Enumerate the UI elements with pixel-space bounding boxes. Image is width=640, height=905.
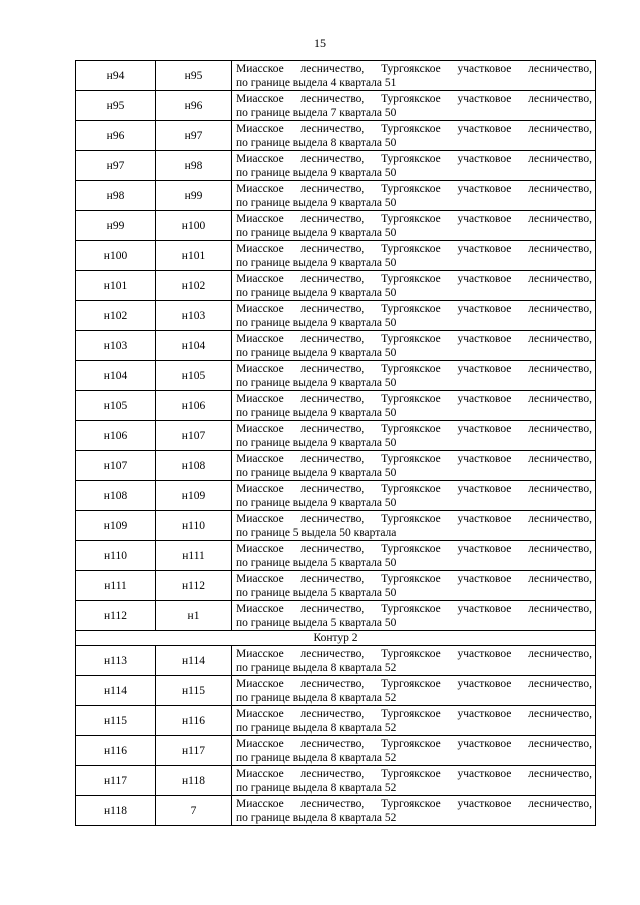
table-row [76, 676, 596, 706]
boundary-description [232, 736, 596, 766]
boundary-description [232, 181, 596, 211]
description-line-1: Миасское лесничество, Тургоякское участковое лесничество, [236, 362, 592, 375]
point-to: н105 [156, 361, 232, 391]
point-from: н95 [76, 91, 156, 121]
point-from: н99 [76, 211, 156, 241]
point-from: н103 [76, 331, 156, 361]
point-to: н102 [156, 271, 232, 301]
boundary-description [232, 61, 596, 91]
point-from: н105 [76, 391, 156, 421]
point-from: н115 [76, 706, 156, 736]
boundary-description [232, 271, 596, 301]
table-row [76, 391, 596, 421]
point-to: н118 [156, 766, 232, 796]
boundary-description [232, 511, 596, 541]
description-line-2: по границе выдела 4 квартала 51 [236, 76, 397, 89]
point-from: н104 [76, 361, 156, 391]
point-to: н97 [156, 121, 232, 151]
description-line-1: Миасское лесничество, Тургоякское участковое лесничество, [236, 92, 592, 105]
description-line-2: по границе выдела 7 квартала 50 [236, 106, 397, 119]
point-to: н110 [156, 511, 232, 541]
description-line-2: по границе выдела 8 квартала 52 [236, 721, 397, 734]
table-row [76, 766, 596, 796]
point-to: н98 [156, 151, 232, 181]
table-row [76, 451, 596, 481]
table-row [76, 361, 596, 391]
point-to: н117 [156, 736, 232, 766]
point-from: н109 [76, 511, 156, 541]
boundary-table [75, 60, 596, 826]
point-from: н114 [76, 676, 156, 706]
description-line-2: по границе выдела 8 квартала 52 [236, 781, 397, 794]
point-to: н99 [156, 181, 232, 211]
boundary-description [232, 541, 596, 571]
description-line-2: по границе выдела 9 квартала 50 [236, 256, 397, 269]
table-row [76, 241, 596, 271]
point-to: н107 [156, 421, 232, 451]
point-from: н96 [76, 121, 156, 151]
point-to: н112 [156, 571, 232, 601]
point-from: н117 [76, 766, 156, 796]
description-line-1: Миасское лесничество, Тургоякское участковое лесничество, [236, 152, 592, 165]
boundary-description [232, 361, 596, 391]
boundary-description [232, 571, 596, 601]
description-line-1: Миасское лесничество, Тургоякское участковое лесничество, [236, 677, 592, 690]
boundary-description [232, 121, 596, 151]
point-to: н109 [156, 481, 232, 511]
point-to: н111 [156, 541, 232, 571]
boundary-description [232, 241, 596, 271]
point-to: н115 [156, 676, 232, 706]
table-row [76, 151, 596, 181]
point-from: н113 [76, 646, 156, 676]
table-body [76, 61, 596, 826]
description-line-1: Миасское лесничество, Тургоякское участковое лесничество, [236, 182, 592, 195]
point-from: н94 [76, 61, 156, 91]
boundary-description [232, 421, 596, 451]
description-line-2: по границе выдела 8 квартала 52 [236, 691, 397, 704]
description-line-1: Миасское лесничество, Тургоякское участковое лесничество, [236, 767, 592, 780]
point-to: н103 [156, 301, 232, 331]
description-line-1: Миасское лесничество, Тургоякское участковое лесничество, [236, 242, 592, 255]
description-line-2: по границе выдела 9 квартала 50 [236, 316, 397, 329]
description-line-2: по границе выдела 9 квартала 50 [236, 286, 397, 299]
description-line-1: Миасское лесничество, Тургоякское участковое лесничество, [236, 302, 592, 315]
description-line-1: Миасское лесничество, Тургоякское участковое лесничество, [236, 797, 592, 810]
boundary-description [232, 211, 596, 241]
table-row [76, 541, 596, 571]
point-from: н101 [76, 271, 156, 301]
boundary-description [232, 91, 596, 121]
description-line-1: Миасское лесничество, Тургоякское участковое лесничество, [236, 512, 592, 525]
boundary-description [232, 151, 596, 181]
point-to: н116 [156, 706, 232, 736]
description-line-2: по границе выдела 9 квартала 50 [236, 346, 397, 359]
description-line-2: по границе выдела 9 квартала 50 [236, 406, 397, 419]
point-from: н98 [76, 181, 156, 211]
point-from: н97 [76, 151, 156, 181]
point-from: н116 [76, 736, 156, 766]
description-line-2: по границе выдела 9 квартала 50 [236, 196, 397, 209]
table-row [76, 61, 596, 91]
point-from: н107 [76, 451, 156, 481]
table-row [76, 511, 596, 541]
description-line-1: Миасское лесничество, Тургоякское участковое лесничество, [236, 482, 592, 495]
page-number: 15 [314, 36, 326, 50]
description-line-2: по границе выдела 9 квартала 50 [236, 166, 397, 179]
description-line-1: Миасское лесничество, Тургоякское участковое лесничество, [236, 602, 592, 615]
point-to: н1 [156, 601, 232, 631]
description-line-2: по границе выдела 9 квартала 50 [236, 466, 397, 479]
point-from: н108 [76, 481, 156, 511]
point-to: н101 [156, 241, 232, 271]
point-from: н118 [76, 796, 156, 826]
table-row [76, 91, 596, 121]
description-line-2: по границе выдела 8 квартала 50 [236, 136, 397, 149]
point-to: н106 [156, 391, 232, 421]
boundary-description [232, 481, 596, 511]
point-to: н114 [156, 646, 232, 676]
description-line-2: по границе выдела 8 квартала 52 [236, 751, 397, 764]
table-row [76, 706, 596, 736]
table-row [76, 301, 596, 331]
table-row [76, 736, 596, 766]
point-to: 7 [156, 796, 232, 826]
point-to: н104 [156, 331, 232, 361]
description-line-1: Миасское лесничество, Тургоякское участковое лесничество, [236, 542, 592, 555]
description-line-1: Миасское лесничество, Тургоякское участковое лесничество, [236, 272, 592, 285]
boundary-description [232, 676, 596, 706]
boundary-description [232, 391, 596, 421]
description-line-1: Миасское лесничество, Тургоякское участковое лесничество, [236, 452, 592, 465]
point-to: н95 [156, 61, 232, 91]
description-line-1: Миасское лесничество, Тургоякское участковое лесничество, [236, 707, 592, 720]
point-from: н102 [76, 301, 156, 331]
description-line-1: Миасское лесничество, Тургоякское участковое лесничество, [236, 392, 592, 405]
table-row [76, 181, 596, 211]
description-line-1: Миасское лесничество, Тургоякское участковое лесничество, [236, 422, 592, 435]
description-line-2: по границе 5 выдела 50 квартала [236, 526, 397, 539]
table-row [76, 331, 596, 361]
description-line-1: Миасское лесничество, Тургоякское участковое лесничество, [236, 332, 592, 345]
boundary-description [232, 451, 596, 481]
table-row [76, 571, 596, 601]
point-from: н112 [76, 601, 156, 631]
description-line-2: по границе выдела 5 квартала 50 [236, 556, 397, 569]
description-line-2: по границе выдела 9 квартала 50 [236, 496, 397, 509]
table-row [76, 421, 596, 451]
description-line-2: по границе выдела 9 квартала 50 [236, 436, 397, 449]
point-to: н108 [156, 451, 232, 481]
description-line-1: Миасское лесничество, Тургоякское участковое лесничество, [236, 737, 592, 750]
point-to: н96 [156, 91, 232, 121]
contour-header-row [76, 631, 596, 646]
boundary-description [232, 796, 596, 826]
table-row [76, 121, 596, 151]
boundary-description [232, 646, 596, 676]
description-line-2: по границе выдела 8 квартала 52 [236, 661, 397, 674]
table-row [76, 481, 596, 511]
description-line-2: по границе выдела 5 квартала 50 [236, 616, 397, 629]
point-from: н111 [76, 571, 156, 601]
description-line-2: по границе выдела 8 квартала 52 [236, 811, 397, 824]
point-from: н106 [76, 421, 156, 451]
description-line-2: по границе выдела 9 квартала 50 [236, 376, 397, 389]
point-from: н110 [76, 541, 156, 571]
point-to: н100 [156, 211, 232, 241]
description-line-1: Миасское лесничество, Тургоякское участковое лесничество, [236, 62, 592, 75]
boundary-description [232, 331, 596, 361]
table-row [76, 601, 596, 631]
description-line-2: по границе выдела 5 квартала 50 [236, 586, 397, 599]
table-row [76, 796, 596, 826]
table-row [76, 271, 596, 301]
boundary-description [232, 301, 596, 331]
boundary-description [232, 766, 596, 796]
description-line-1: Миасское лесничество, Тургоякское участковое лесничество, [236, 572, 592, 585]
boundary-description [232, 706, 596, 736]
table-row [76, 646, 596, 676]
boundary-description [232, 601, 596, 631]
description-line-1: Миасское лесничество, Тургоякское участковое лесничество, [236, 647, 592, 660]
description-line-1: Миасское лесничество, Тургоякское участковое лесничество, [236, 122, 592, 135]
description-line-2: по границе выдела 9 квартала 50 [236, 226, 397, 239]
table-row [76, 211, 596, 241]
contour-label: Контур 2 [76, 631, 596, 646]
description-line-1: Миасское лесничество, Тургоякское участковое лесничество, [236, 212, 592, 225]
point-from: н100 [76, 241, 156, 271]
